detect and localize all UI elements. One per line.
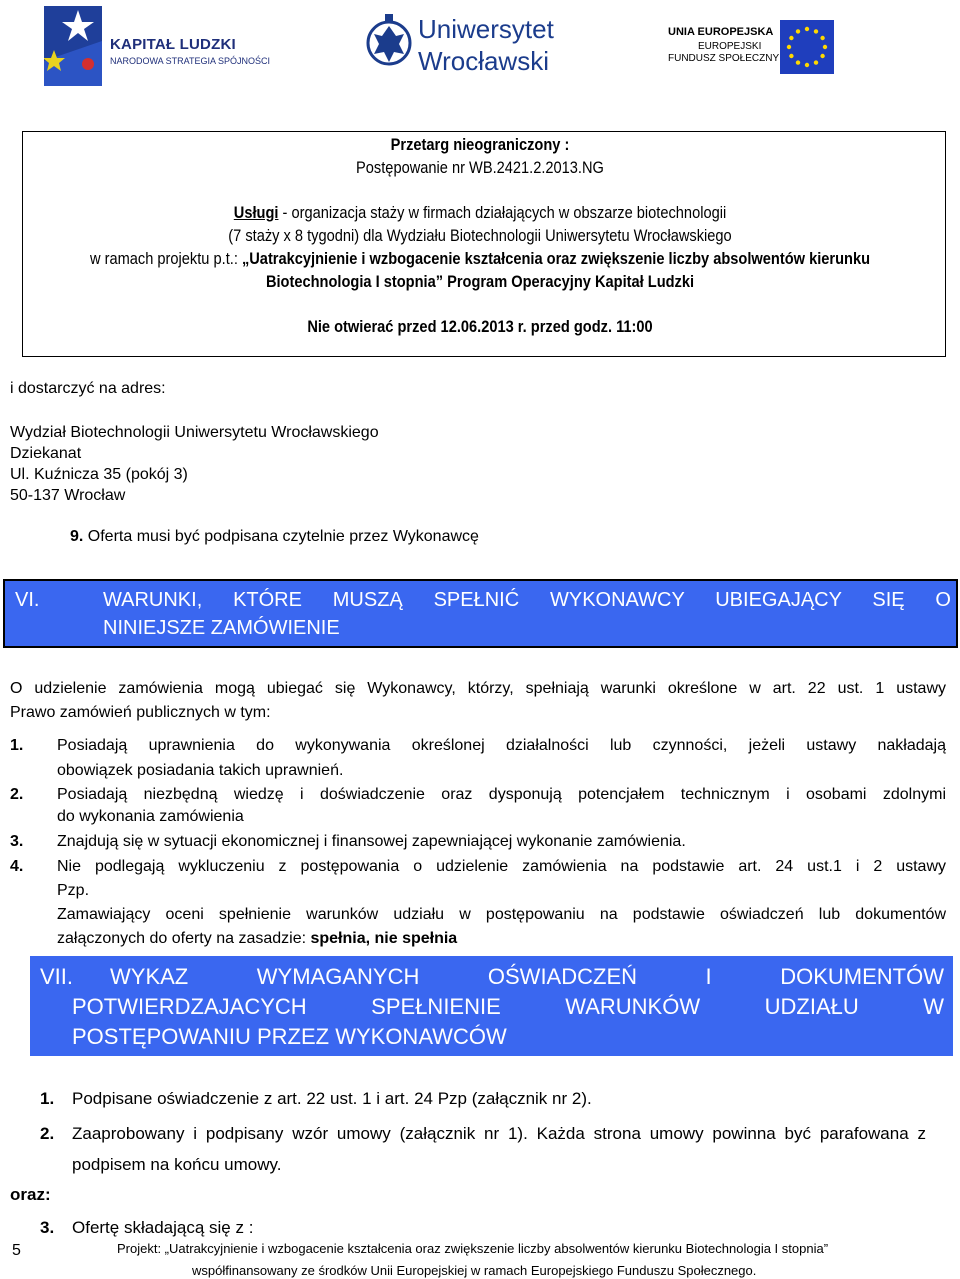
condition-3-number: 3.	[10, 833, 24, 850]
document-2-line2: podpisem na końcu umowy.	[72, 1155, 282, 1174]
kapital-ludzki-subtitle: NARODOWA STRATEGIA SPÓJNOŚCI	[110, 56, 271, 66]
condition-3-line1: Znajdują się w sytuacji ekonomicznej i finansowej zapewniającej wykonanie zamówienia.	[57, 833, 686, 850]
section-6-heading	[3, 579, 958, 648]
procedure-number: Postępowanie nr WB.2421.2.2013.NG	[356, 158, 604, 177]
section-7-title-line3: POSTĘPOWANIU PRZEZ WYKONAWCÓW	[72, 1024, 507, 1049]
intro-line2: Prawo zamówień publicznych w tym:	[10, 704, 271, 721]
assessment-prefix: załączonych do oferty na zasadzie:	[57, 930, 311, 947]
uniwersytet-wroclawski-logo	[366, 8, 566, 82]
address-line1: Wydział Biotechnologii Uniwersytetu Wrocławskiego	[10, 424, 379, 441]
section-7-number: VII.	[40, 964, 74, 989]
kapital-ludzki-title: KAPITAŁ LUDZKI	[110, 36, 236, 53]
address-intro: i dostarczyć na adres:	[10, 380, 166, 397]
section-6-title-line2: NINIEJSZE ZAMÓWIENIE	[103, 617, 340, 639]
eu-subtitle-line2: FUNDUSZ SPOŁECZNY	[668, 53, 780, 64]
services-description: - organizacja staży w firmach działających w obszarze biotechnologii	[278, 203, 727, 222]
footer-project: Projekt: „Uatrakcyjnienie i wzbogacenie kształcenia oraz zwiększenie liczby absolwentów kierunku Biotechnologia I stopnia”	[117, 1241, 829, 1256]
uniwersytet-wordmark-line2: Wrocławski	[418, 46, 549, 76]
services-scope: (7 staży x 8 tygodni) dla Wydziału Biotechnologii Uniwersytetu Wrocławskiego	[228, 226, 732, 245]
footer-funding: współfinansowany ze środków Unii Europejskiej w ramach Europejskiego Funduszu Społecznego.	[192, 1263, 757, 1278]
intro-line1: O udzielenie zamówienia mogą ubiegać się Wykonawcy, którzy, spełniają warunki określone w art. 22 ust. 1 ustawy	[10, 680, 946, 697]
project-prefix: w ramach projektu p.t.:	[89, 249, 242, 268]
services-prefix: Usługi	[233, 203, 279, 222]
document-3-number: 3.	[40, 1218, 55, 1237]
condition-2-number: 2.	[10, 786, 24, 803]
document-3-text: Ofertę składającą się z :	[72, 1218, 254, 1237]
section-7-title-line1: WYKAZ WYMAGANYCH OŚWIADCZEŃ I DOKUMENTÓW	[110, 964, 944, 989]
kapital-ludzki-logo	[44, 4, 280, 88]
eu-title: UNIA EUROPEJSKA	[668, 26, 774, 38]
project-line	[67, 249, 893, 269]
page-number: 5	[12, 1242, 21, 1259]
address-line3: Ul. Kuźnicza 35 (pokój 3)	[10, 466, 188, 483]
project-title: „Uatrakcyjnienie i wzbogacenie kształcenia oraz zwiększenie liczby absolwentów kierunku	[241, 249, 871, 268]
tender-title: Przetarg nieograniczony :	[390, 135, 570, 154]
assessment-line2	[57, 930, 457, 948]
condition-1-line1: Posiadają uprawnienia do wykonywania określonej działalności lub czynności, jeżeli ustawy nakładają	[57, 737, 946, 754]
document-1-text: Podpisane oświadczenie z art. 22 ust. 1 i art. 24 Pzp (załącznik nr 2).	[72, 1089, 592, 1108]
kapital-ludzki-emblem	[44, 6, 102, 86]
condition-4-line1: Nie podlegają wykluczeniu z postępowania o udzielenie zamówienia na podstawie art. 24 ust.1 i 2 ustawy	[57, 858, 946, 875]
uniwersytet-wordmark-line1: Uniwersytet	[418, 14, 554, 44]
do-not-open-notice: Nie otwierać przed 12.06.2013 r. przed godz. 11:00	[307, 317, 653, 336]
condition-1-line2: obowiązek posiadania takich uprawnień.	[57, 762, 344, 779]
eu-subtitle-line1: EUROPEJSKI	[698, 41, 762, 52]
oraz-label: oraz:	[10, 1185, 51, 1204]
address-line2: Dziekanat	[10, 445, 82, 462]
condition-4-line2: Pzp.	[57, 882, 90, 899]
assessment-criteria: spełnia, nie spełnia	[310, 930, 458, 947]
project-title-line2: Biotechnologia I stopnia” Program Operacyjny Kapitał Ludzki	[265, 272, 695, 291]
eu-social-fund-logo	[668, 20, 918, 80]
condition-2-line1: Posiadają niezbędną wiedzę i doświadczenie oraz dysponują potencjałem technicznym i osobami zdolnymi	[57, 786, 946, 803]
condition-1-number: 1.	[10, 737, 24, 754]
item-9-text: Oferta musi być podpisana czytelnie przez Wykonawcę	[83, 528, 479, 545]
eu-flag-icon	[780, 20, 834, 74]
services-line	[67, 203, 893, 223]
item-9-number: 9.	[70, 528, 84, 545]
section-6-title-line1: WARUNKI, KTÓRE MUSZĄ SPEŁNIĆ WYKONAWCY UBIEGAJĄCY SIĘ O	[103, 589, 951, 611]
address-line4: 50-137 Wrocław	[10, 487, 126, 504]
document-1-number: 1.	[40, 1089, 55, 1108]
section-7-heading	[30, 956, 953, 1056]
item-9	[70, 528, 479, 546]
section-7-title-line2: POTWIERDZAJACYCH SPEŁNIENIE WARUNKÓW UDZIAŁU W	[72, 994, 944, 1019]
condition-2-line2: do wykonania zamówienia	[57, 808, 244, 825]
eagle-crest-icon	[366, 10, 412, 76]
document-2-line1: Zaaprobowany i podpisany wzór umowy (załącznik nr 1). Każda strona umowy powinna być parafowana z	[72, 1124, 926, 1143]
section-6-number: VI.	[15, 589, 40, 611]
condition-4-number: 4.	[10, 858, 24, 875]
document-2-number: 2.	[40, 1124, 55, 1143]
assessment-line1: Zamawiający oceni spełnienie warunków udziału w postępowaniu na podstawie oświadczeń lub dokumentów	[57, 906, 946, 923]
